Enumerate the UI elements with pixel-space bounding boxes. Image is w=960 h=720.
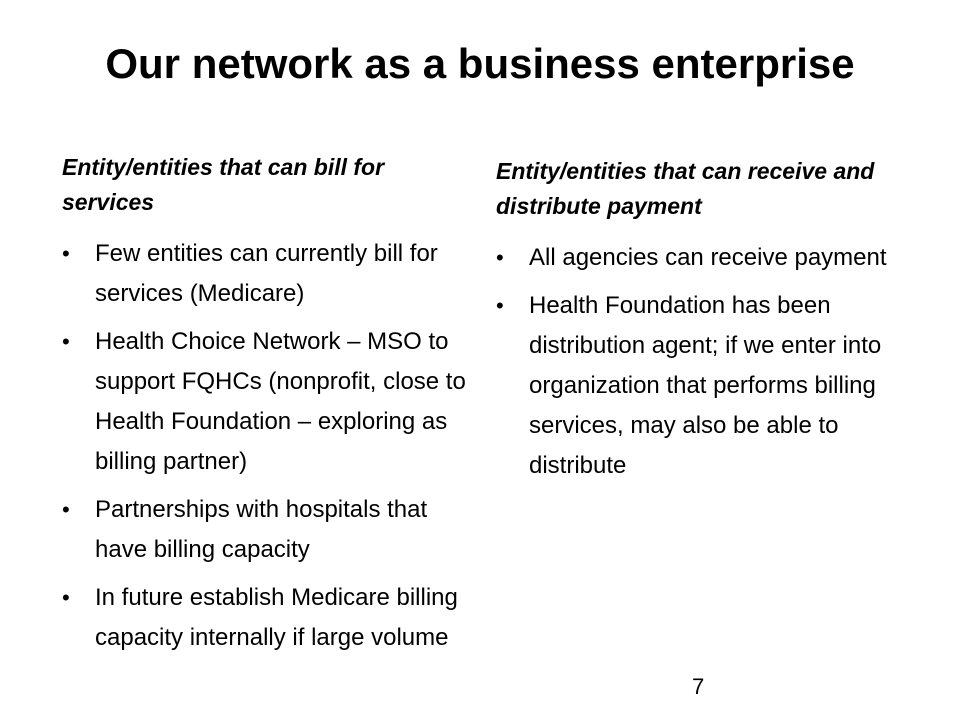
list-item [62,322,472,482]
bullet-dot-icon: • [62,329,70,354]
list-item-text: In future establish Medicare billing capacity internally if large volume [95,584,458,651]
bullet-dot-icon: • [62,241,70,266]
bullet-dot-icon: • [62,585,70,610]
left-column-heading: Entity/entities that can bill for services [62,154,385,215]
left-bullet-list [62,234,472,658]
list-item [496,286,916,486]
bullet-dot-icon: • [496,245,504,270]
right-column [496,150,916,494]
list-item [496,238,916,278]
list-item-text: Health Choice Network – MSO to support FQHCs (nonprofit, close to Health Foundation – exploring as billing partner) [95,328,466,475]
list-item [62,234,472,314]
list-item-text: All agencies can receive payment [529,244,887,271]
list-item [62,578,472,658]
left-column [62,150,472,666]
page-number: 7 [692,674,705,699]
right-bullet-list [496,238,916,486]
right-column-heading: Entity/entities that can receive and distribute payment [496,158,875,219]
list-item-text: Few entities can currently bill for services (Medicare) [95,240,438,307]
list-item-text: Health Foundation has been distribution agent; if we enter into organization that performs billing services, may also be able to distribute [529,292,882,479]
list-item-text: Partnerships with hospitals that have billing capacity [95,496,428,563]
list-item [62,490,472,570]
bullet-dot-icon: • [496,293,504,318]
slide-title: Our network as a business enterprise [105,40,855,87]
bullet-dot-icon: • [62,497,70,522]
